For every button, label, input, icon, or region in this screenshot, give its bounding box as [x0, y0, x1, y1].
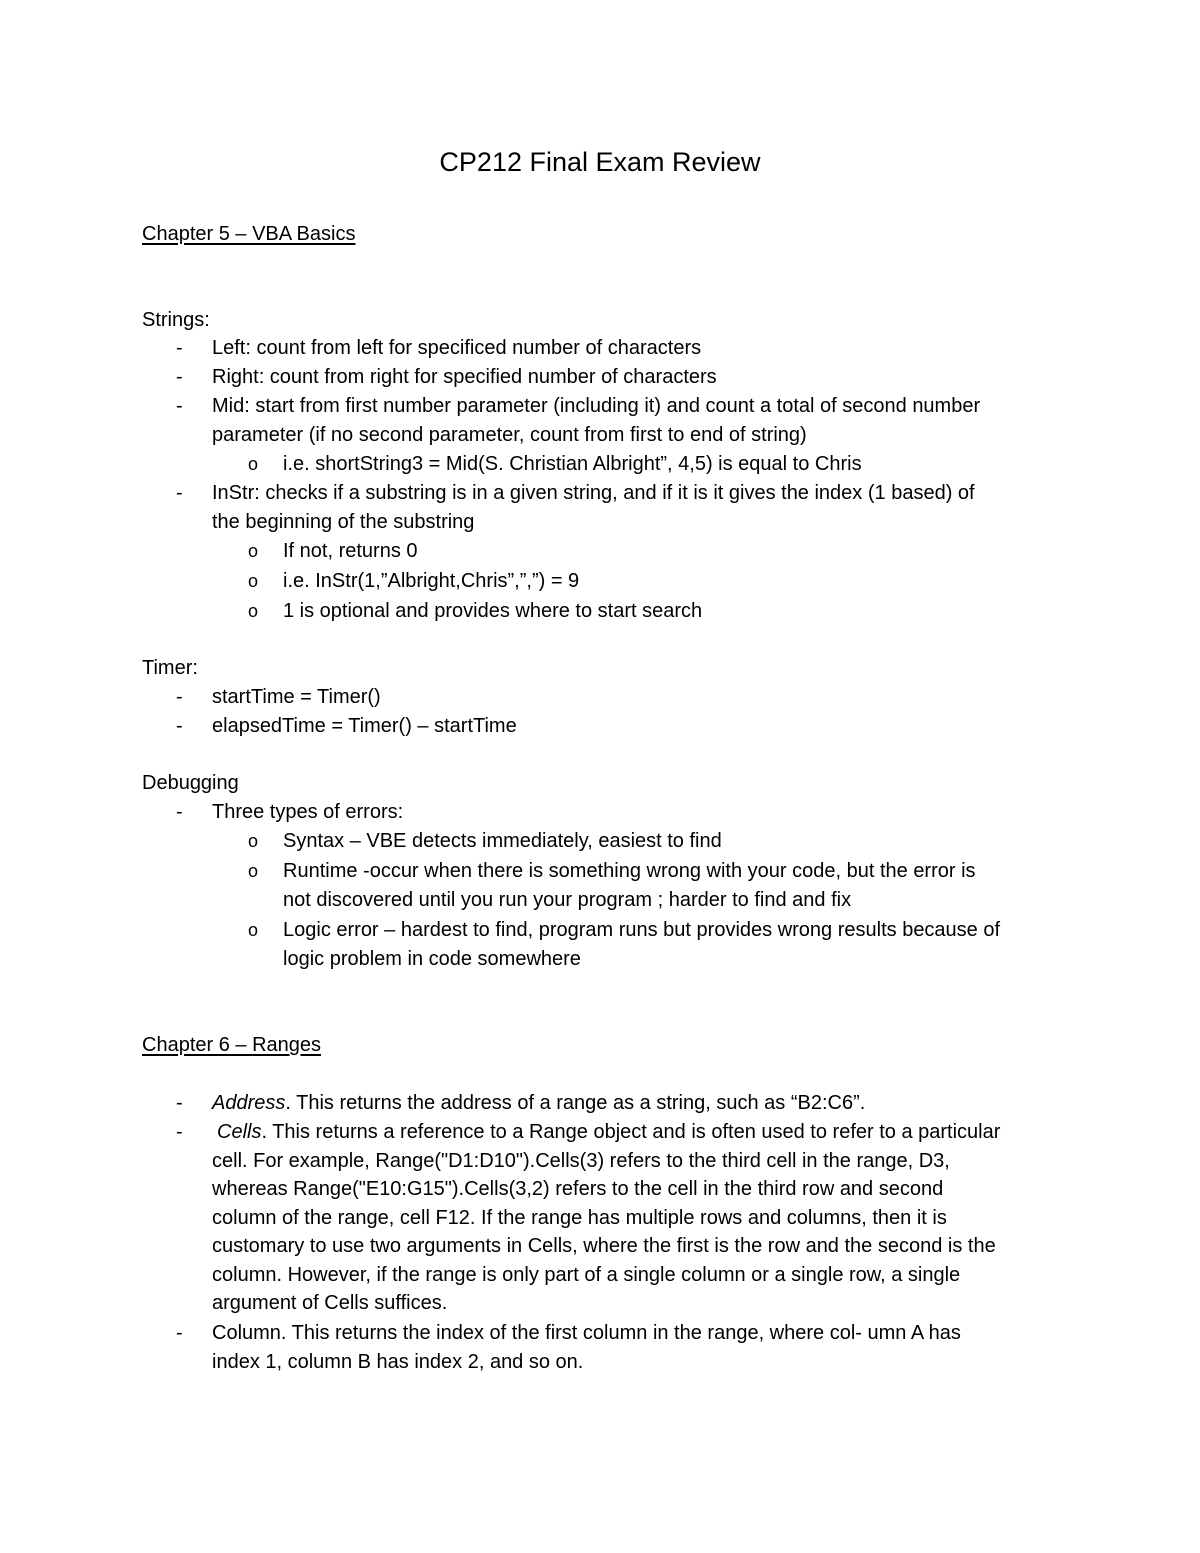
ranges-cells-desc: . This returns a reference to a Range object and is often used to refer to a particular	[261, 1121, 1001, 1143]
chapter-5-heading: Chapter 5 – VBA Basics	[142, 223, 356, 245]
ranges-cells-line7: argument of Cells suffices.	[212, 1292, 448, 1314]
timer-item-1: startTime = Timer()	[212, 686, 381, 708]
ranges-column-line1: Column. This returns the index of the first column in the range, where col- umn A has	[212, 1322, 961, 1344]
strings-instr-sub3: 1 is optional and provides where to start search	[283, 600, 703, 622]
dash-bullet: -	[176, 395, 183, 417]
chapter-6-heading: Chapter 6 – Ranges	[142, 1034, 322, 1056]
debugging-item-1: Three types of errors:	[212, 801, 404, 823]
circle-bullet: o	[248, 571, 259, 591]
strings-instr-sub1: If not, returns 0	[283, 540, 418, 562]
strings-right: Right: count from right for specified number of characters	[212, 366, 717, 388]
page-title: CP212 Final Exam Review	[439, 147, 761, 177]
strings-instr-line1: InStr: checks if a substring is in a given string, and if it is it gives the index (1 based) of	[212, 482, 975, 504]
ranges-address	[212, 1089, 865, 1117]
circle-bullet: o	[248, 920, 259, 940]
debugging-runtime-line1: Runtime -occur when there is something wrong with your code, but the error is	[283, 860, 976, 882]
dash-bullet: -	[176, 715, 183, 737]
dash-bullet: -	[176, 1322, 183, 1344]
debugging-runtime-line2: not discovered until you run your program ; harder to find and fix	[283, 889, 852, 911]
ranges-address-term: Address	[212, 1092, 286, 1114]
strings-mid-line1: Mid: start from first number parameter (including it) and count a total of second number	[212, 395, 981, 417]
timer-label: Timer:	[142, 657, 198, 679]
circle-bullet: o	[248, 454, 259, 474]
strings-mid-line2: parameter (if no second parameter, count from first to end of string)	[212, 424, 807, 446]
dash-bullet: -	[176, 337, 183, 359]
ranges-cells-line2: cell. For example, Range("D1:D10").Cells(3) refers to the third cell in the range, D3,	[212, 1150, 950, 1172]
strings-label: Strings:	[142, 309, 210, 331]
ranges-cells-line3: whereas Range("E10:G15").Cells(3,2) refers to the cell in the third row and second	[212, 1178, 944, 1200]
debugging-label: Debugging	[142, 772, 239, 794]
debugging-logic-line2: logic problem in code somewhere	[283, 948, 581, 970]
strings-left: Left: count from left for specificed number of characters	[212, 337, 702, 359]
dash-bullet: -	[176, 482, 183, 504]
circle-bullet: o	[248, 861, 259, 881]
timer-item-2: elapsedTime = Timer() – startTime	[212, 715, 517, 737]
ranges-cells-line1	[217, 1118, 1000, 1146]
circle-bullet: o	[248, 601, 259, 621]
ranges-cells-line4: column of the range, cell F12. If the range has multiple rows and columns, then it is	[212, 1207, 947, 1229]
debugging-syntax: Syntax – VBE detects immediately, easiest to find	[283, 830, 722, 852]
ranges-column-line2: index 1, column B has index 2, and so on.	[212, 1351, 584, 1373]
dash-bullet: -	[176, 366, 183, 388]
ranges-cells-term: Cells	[217, 1121, 262, 1143]
ranges-cells-line5: customary to use two arguments in Cells, where the first is the row and the second is the	[212, 1235, 996, 1257]
dash-bullet: -	[176, 1092, 183, 1114]
dash-bullet: -	[176, 686, 183, 708]
ranges-cells-line6: column. However, if the range is only part of a single column or a single row, a single	[212, 1264, 961, 1286]
dash-bullet: -	[176, 801, 183, 823]
ranges-address-desc: . This returns the address of a range as a string, such as “B2:C6”.	[285, 1092, 866, 1114]
debugging-logic-line1: Logic error – hardest to find, program runs but provides wrong results because of	[283, 919, 1001, 941]
strings-instr-sub2: i.e. InStr(1,”Albright,Chris”,”,”) = 9	[283, 570, 580, 592]
strings-instr-line2: the beginning of the substring	[212, 511, 475, 533]
strings-mid-example: i.e. shortString3 = Mid(S. Christian Albright”, 4,5) is equal to Chris	[283, 453, 862, 475]
circle-bullet: o	[248, 541, 259, 561]
dash-bullet: -	[176, 1121, 183, 1143]
circle-bullet: o	[248, 831, 259, 851]
